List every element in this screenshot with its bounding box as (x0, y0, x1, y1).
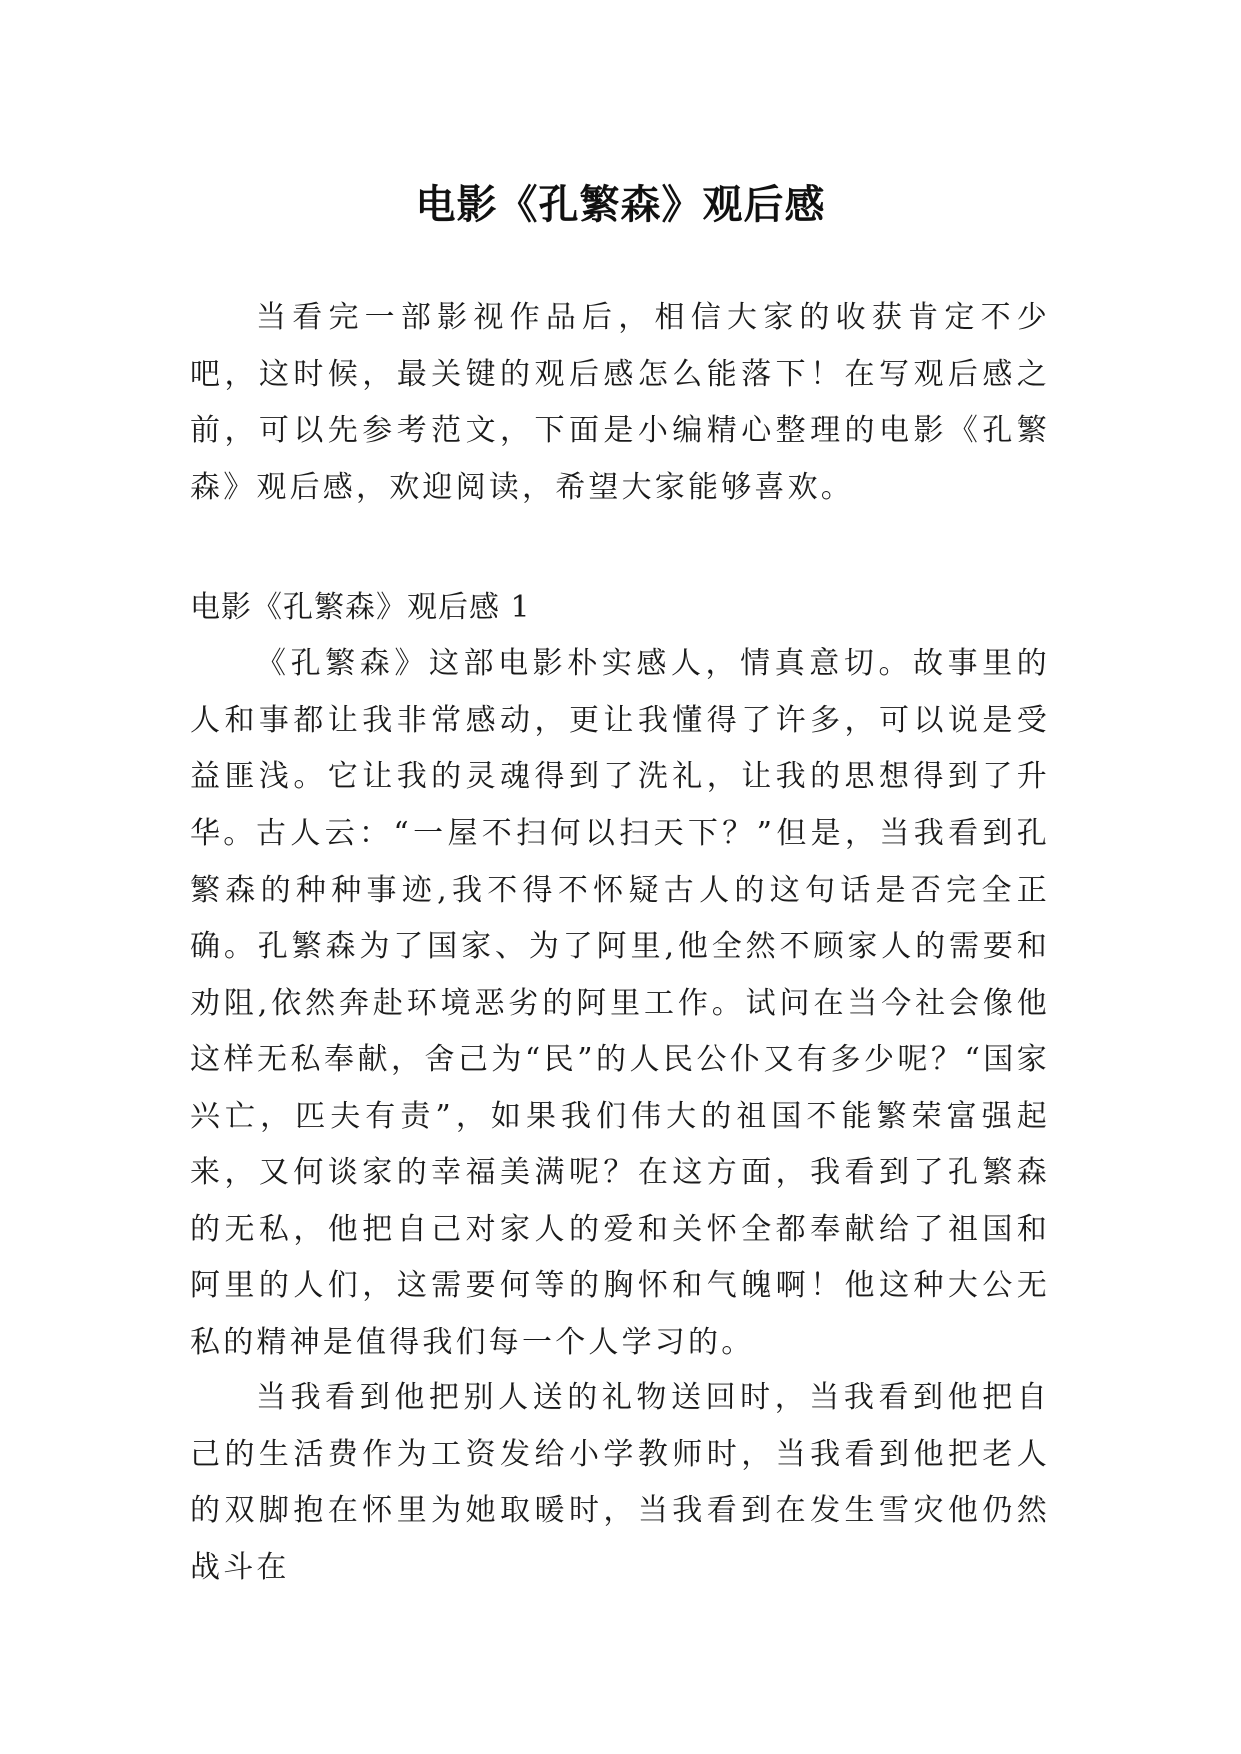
body-paragraph: 《孔繁森》这部电影朴实感人，情真意切。故事里的人和事都让我非常感动，更让我懂得了许多，可以说是受益匪浅。它让我的灵魂得到了洗礼，让我的思想得到了升华。 (190, 646, 1050, 851)
section-heading: 电影《孔繁森》观后感 1 (190, 590, 531, 625)
body-paragraph: 古人云：“一屋不扫何以扫天下？”但是，当我看到孔繁森的种种事迹,我不得不怀疑古人的这句话是否完全正确。孔繁森为了国家、为了阿里,他全然不顾家人的需要和劝阻,依然奔赴环境恶劣的阿里工作。试问在当今社会像他这样无私奉献，舍己为“民”的人民公仆又有多少呢？“国家兴亡，匹夫有责”，如果我们伟大的祖国不能繁荣富强起来，又何谈家的幸福美满呢？在这方面，我看到了孔繁森的无私，他把自己对家人的爱和关怀全都奉献给了祖国和阿里的人们，这需要何等的胸怀和气魄啊！他这种大公无私的精神是值得我们每一个人学习的。 (190, 816, 1050, 1360)
body-paragraph: 当我看到他把别人送的礼物送回时，当我看到他把自己的生活费作为工资发给小学教师时，当我看到他把老人的双脚抱在怀里为她取暖时，当我看到在发生雪灾他仍然战斗在 (190, 1380, 1050, 1585)
document-title: 电影《孔繁森》观后感 (415, 181, 826, 228)
intro-paragraph: 当看完一部影视作品后，相信大家的收获肯定不少吧，这时候，最关键的观后感怎么能落下！在写观后感之前，可以先参考范文，下面是小编精心整理的电影《孔繁森》观后感，欢迎阅读，希望大家能够喜欢。 (190, 300, 1050, 505)
